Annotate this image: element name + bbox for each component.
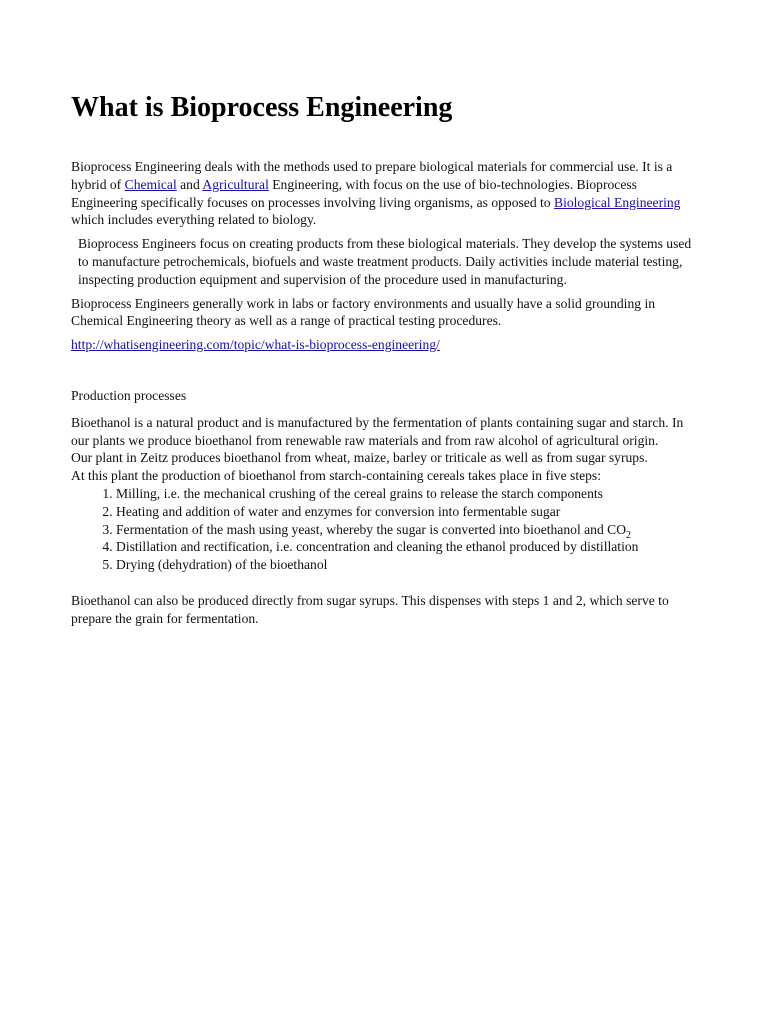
intro-text-3: Engineering, with focus on the use of bio-technologies. Bioprocess Engineering specifically focuses on processes involving living organisms, as opposed to bbox=[71, 176, 637, 210]
co2-subscript: 2 bbox=[626, 529, 632, 541]
zeitz-plant-line: Our plant in Zeitz produces bioethanol from wheat, maize, barley or triticale as well as from sugar syrups. bbox=[71, 450, 648, 466]
intro-text-4: which includes everything related to biology. bbox=[71, 212, 317, 228]
step-item: 1. Milling, i.e. the mechanical crushing of the cereal grains to release the starch components bbox=[116, 485, 701, 503]
step-item: 4. Distillation and rectification, i.e. concentration and cleaning the ethanol produced by distillation bbox=[116, 538, 701, 556]
document-page bbox=[71, 90, 701, 628]
intro-paragraph bbox=[71, 158, 701, 229]
source-url-line bbox=[71, 336, 701, 354]
step-item: 5. Drying (dehydration) of the bioethanol bbox=[116, 556, 701, 574]
step-text: Fermentation of the mash using yeast, whereby the sugar is converted into bioethanol and CO bbox=[116, 521, 627, 537]
production-processes-heading: Production processes bbox=[71, 387, 187, 403]
biological-engineering-link[interactable]: Biological Engineering bbox=[554, 194, 681, 210]
closing-paragraph: Bioethanol can also be produced directly from sugar syrups. This dispenses with steps 1 and 2, which serve to prepare the grain for fermentation. bbox=[71, 592, 669, 626]
five-steps-line: At this plant the production of bioethanol from starch-containing cereals takes place in five steps: bbox=[71, 468, 601, 484]
intro-text-1: Bioprocess Engineering deals with the methods used to prepare biological materials for commercial use. It is a hybrid of bbox=[71, 159, 673, 192]
work-environment-paragraph: Bioprocess Engineers generally work in labs or factory environments and usually have a solid grounding in Chemical Engineering theory as well as a range of practical testing procedures. bbox=[71, 295, 656, 329]
step-item bbox=[116, 521, 701, 539]
source-url-link[interactable]: http://whatisengineering.com/topic/what-is-bioprocess-engineering/ bbox=[71, 337, 440, 353]
step-item: 2. Heating and addition of water and enzymes for conversion into fermentable sugar bbox=[116, 503, 701, 521]
production-steps-list bbox=[71, 485, 701, 574]
bioethanol-intro-line: Bioethanol is a natural product and is manufactured by the fermentation of plants containing sugar and starch. In our plants we produce bioethanol from renewable raw materials and from raw alcohol of agricultural origin. bbox=[71, 414, 684, 448]
intro-text-2: and bbox=[176, 176, 203, 192]
production-processes-body bbox=[71, 414, 701, 485]
chemical-link[interactable]: Chemical bbox=[124, 176, 177, 192]
document-title: What is Bioprocess Engineering bbox=[71, 92, 453, 123]
agricultural-link[interactable]: Agricultural bbox=[202, 176, 269, 192]
engineers-focus-paragraph: Bioprocess Engineers focus on creating products from these biological materials. They develop the systems used to manufacture petrochemicals, biofuels and waste treatment products. Daily activities include material testing, inspecting production equipment and supervision of the procedure used in manufacturing. bbox=[78, 236, 692, 287]
